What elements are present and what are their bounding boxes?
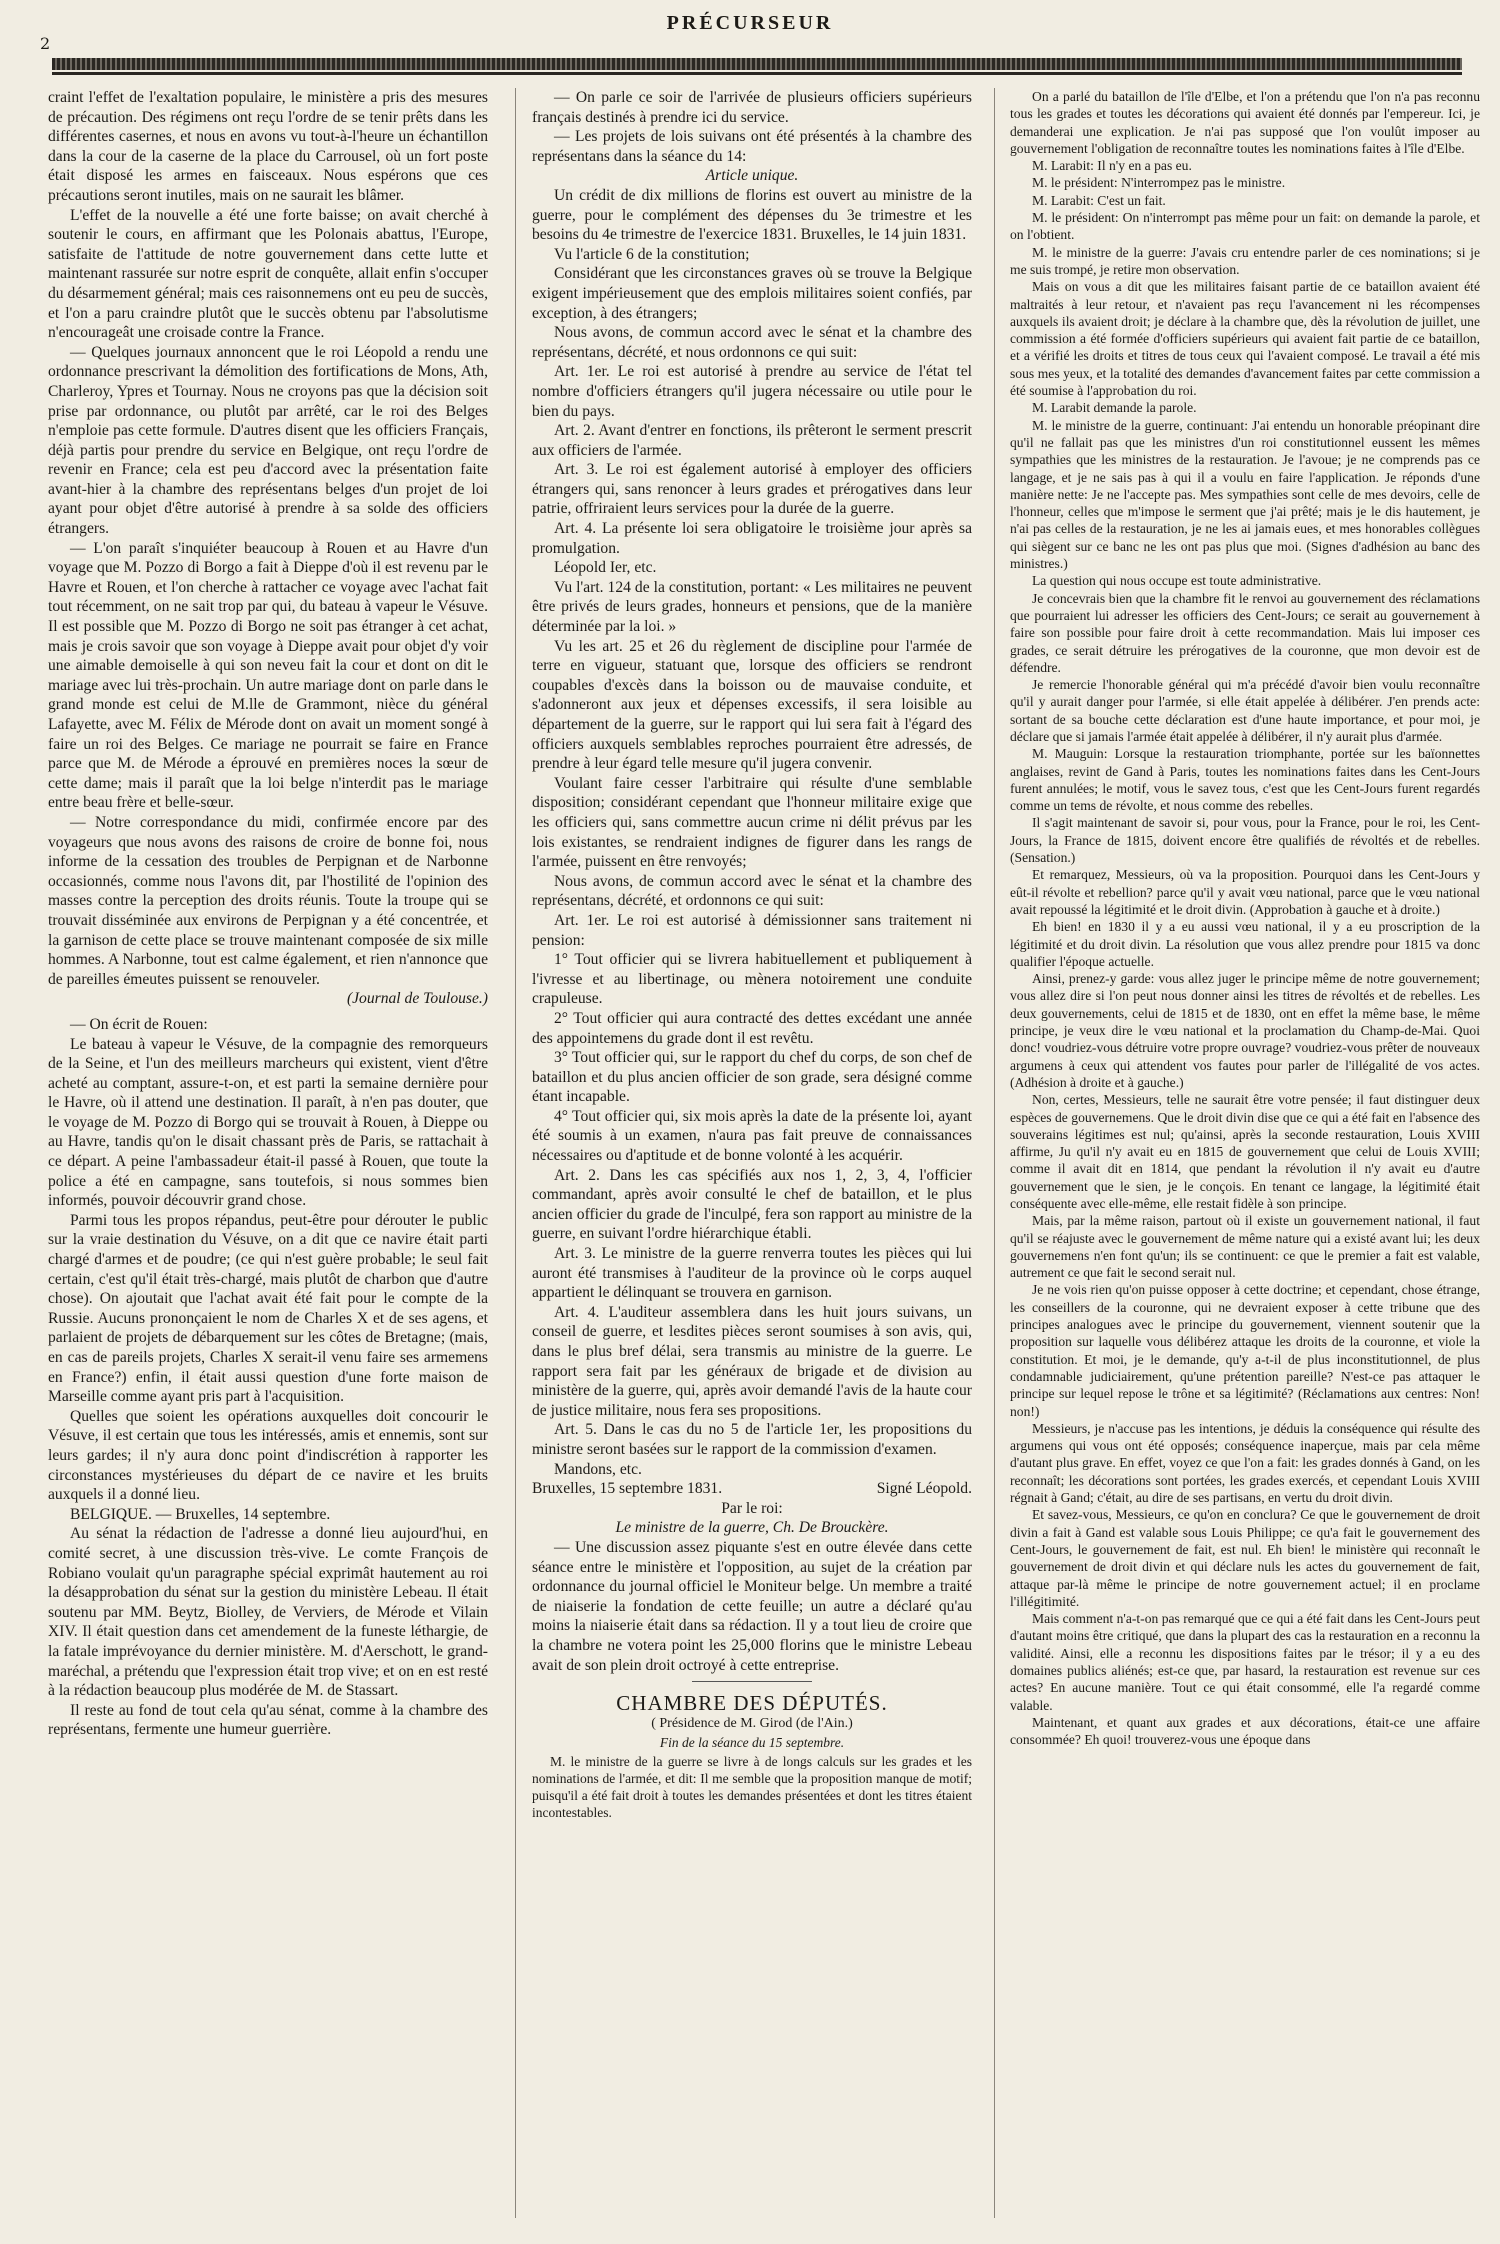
paragraph: Le bateau à vapeur le Vésuve, de la compagnie des remorqueurs de la Seine, et l'un des meilleurs marcheurs qui existent, vient d'être acheté au comptant, assure-t-on, et est parti la semaine dernière pour le Havre, où il attend une destination. Il paraît, à n'en pas douter, que le voyage de M. Pozzo di Borgo qui se trouvait à Rouen, à Dieppe ou au Havre, tandis qu'on le disait chassant près de Paris, se rattachait à ce départ. A peine l'ambassadeur était-il passé à Rouen, que toute la police a été en campagne, sans toutefois, si nous sommes bien informés, pouvoir découvrir grand chose. bbox=[48, 1035, 488, 1210]
par-le-roi: Par le roi: bbox=[721, 1499, 783, 1517]
paragraph: — Une discussion assez piquante s'est en outre élevée dans cette séance entre le ministère et l'opposition, au sujet de la création par ordonnance du journal officiel le Moniteur belge. Un membre a traité de niaiserie la fondation de cette feuille; un autre a déclaré qu'au moins la niaiserie était dans sa rédaction. Il y a tout lieu de croire que la chambre ne votera point les 25,000 florins que le ministre Lebeau avait de son plein droit octroyé à cette entreprise. bbox=[532, 1538, 972, 1674]
header-rule-thin bbox=[52, 72, 1462, 75]
paragraph: Messieurs, je n'accuse pas les intentions, je déduis la conséquence qui résulte des argumens qui vous ont été opposés; conséquence inaperçue, mais par cela même d'autant plus grave. En effet, voyez ce que l'on a fait: les grades donnés à Gand, on les reconnaît; les décorations sont portées, les grades exercés, et cependant Louis XVIII régnait à Gand; c'était, au dire de ses partisans, en vertu du droit divin. bbox=[1010, 1420, 1480, 1506]
chambre-title: CHAMBRE DES DÉPUTÉS. bbox=[616, 1691, 888, 1716]
paragraph: Art. 3. Le roi est également autorisé à employer des officiers étrangers qui, sans renoncer à leurs grades et prérogatives dans leur patrie, offriraient leurs services pour la durée de la guerre. bbox=[532, 461, 972, 518]
paragraph: Et remarquez, Messieurs, où va la proposition. Pourquoi dans les Cent-Jours y eût-il révolte et rebellion? parce qu'il y avait vœu national, parce que le vœu national avait repoussé la légitimité et le droit divin. (Approbation à gauche et à droite.) bbox=[1010, 867, 1480, 917]
paragraph: On a parlé du bataillon de l'île d'Elbe, et l'on a prétendu que l'on n'a pas reconnu tous les grades et toutes les décorations qui avaient été donnés par l'empereur. Ici, je demanderai une explication. Je n'ai pas supposé que l'on voulût imposer au gouvernement l'obligation de reconnaître toutes les nominations faites à l'île d'Elbe. bbox=[1010, 89, 1480, 156]
separator bbox=[692, 1681, 812, 1682]
paragraph: Je concevrais bien que la chambre fit le renvoi au gouvernement des réclamations que pourraient lui adresser les officiers des Cent-Jours; ce serait au gouvernement à faire son possible pour faire droit à cette recommandation. Mais lui imposer ces grades, ce serait détruire les prérogatives de la couronne, que mon devoir est de défendre. bbox=[1010, 590, 1480, 675]
column-divider bbox=[515, 88, 516, 2218]
header-rule bbox=[52, 58, 1462, 70]
paragraph: Vu l'art. 124 de la constitution, portant: « Les militaires ne peuvent être privés de leurs grades, honneurs et pensions, que de la manière déterminée par la loi. » bbox=[532, 578, 972, 636]
paragraph: — On parle ce soir de l'arrivée de plusieurs officiers supérieurs français destinés à prendre ici du service. bbox=[532, 89, 972, 126]
column-3 bbox=[1010, 88, 1480, 2218]
paragraph: — Notre correspondance du midi, confirmée encore par des voyageurs que nous avons des raisons de croire de bonne foi, nous informe de la cessation des troubles de Perpignan et de Narbonne occasionnés, comme nous l'avons dit, par l'hostilité de l'opinion des masses contre la perception des droits réunis. Toute la troupe qui se trouvait disséminée aux environs de Perpignan y a été concentrée, et la garnison de cette place se trouve maintenant composée de six mille hommes. A Narbonne, tout est calme également, et rien n'annonce que de pareilles émeutes puissent se renouveler. bbox=[48, 813, 488, 988]
paragraph: Maintenant, et quant aux grades et aux décorations, était-ce une affaire consommée? Eh quoi! trouverez-vous une époque dans bbox=[1010, 1714, 1480, 1748]
paragraph: M. le ministre de la guerre: J'avais cru entendre parler de ces nominations; si je me suis trompé, je retire mon observation. bbox=[1010, 244, 1480, 277]
paragraph: 4° Tout officier qui, six mois après la date de la présente loi, ayant été soumis à un examen, n'aura pas fait preuve de connaissances nécessaires ou d'aptitude et de bonne volonté à les acquérir. bbox=[532, 1107, 972, 1165]
chambre-presidence: ( Présidence de M. Girod (de l'Ain.) bbox=[651, 1715, 853, 1731]
paragraph: La question qui nous occupe est toute administrative. bbox=[1032, 573, 1322, 589]
paragraph: Et savez-vous, Messieurs, ce qu'on en conclura? Ce que le gouvernement de droit divin a fait à Gand est valable sous Louis Philippe; ce qu'a fait le gouvernement des Cent-Jours, le gouvernement de fait, est nul. Eh bien! le ministère qui reconnaît le gouvernement de droit divin et qui déclare nuls les actes du gouvernement de fait, attaque par-là même le principe de notre gouvernement actuel; il en proclame l'illégitimité. bbox=[1010, 1507, 1480, 1609]
paragraph: Nous avons, de commun accord avec le sénat et la chambre des représentans, décrété, et ordonnons ce qui suit: bbox=[532, 872, 972, 910]
masthead: PRÉCURSEUR bbox=[666, 12, 834, 34]
paragraph: 3° Tout officier qui, sur le rapport du chef du corps, de son chef de bataillon et du plus ancien officier de son grade, sera désigné comme étant incapable. bbox=[532, 1049, 972, 1106]
paragraph: Au sénat la rédaction de l'adresse a donné lieu aujourd'hui, en comité secret, à une discussion très-vive. Le comte François de Robiano voulait qu'un paragraphe spécial exprimât hautement au roi la désapprobation du sénat sur la gestion du ministère Lebeau. Il était soutenu par MM. Beytz, Biolley, de Verviers, de Mérode et Vilain XIV. Il était question dans cet amendement de la funeste léthargie, de la fatale imprévoyance du dernier ministère. M. d'Aerschott, le grand-maréchal, a prétendu que l'expression était trop vive; et on en est resté à la rédaction beaucoup plus modérée de M. de Stassart. bbox=[48, 1525, 488, 1700]
paragraph: Je ne vois rien qu'on puisse opposer à cette doctrine; et cependant, chose étrange, les conseillers de la couronne, qui ne devraient exposer à cette tribune que des principes analogues avec le principe du gouvernement, viennent soutenir que la proposition sur laquelle vous délibérez attaque les droits de la couronne, et viole la constitution. Et moi, je le demande, qu'y a-t-il de plus inconstitutionnel, de plus condamnable judiciairement, qu'une prétention pareille? N'est-ce pas attaquer le principe sur lequel repose le trône et sa légitimité? (Réclamations aux centres: Non! non!) bbox=[1010, 1282, 1480, 1419]
signature-line bbox=[532, 1479, 972, 1499]
paragraph: Mais, par la même raison, partout où il existe un gouvernement national, il faut qu'il se réajuste avec le gouvernement de même nature qui a existé avant lui; les deux gouvernemens n'en font qu'un; ils se continuent: ce que le premier a fait est valable, autrement ce que fait le second serait nul. bbox=[1010, 1213, 1480, 1281]
paragraph: M. Larabit: Il n'y en a pas eu. bbox=[1032, 158, 1192, 174]
paragraph: Il s'agit maintenant de savoir si, pour vous, pour la France, pour le roi, les Cent-Jours, la France de 1815, doivent encore être qualifiés de révoltés et de rebelles. (Sensation.) bbox=[1010, 815, 1480, 866]
paragraph: craint l'effet de l'exaltation populaire, le ministère a pris des mesures de précaution. Des régimens ont reçu l'ordre de se tenir prêts dans les différentes casernes, et nous en avons vu tout-à-l'heure un échantillon dans la cour de la caserne de la place du Carrousel, où un fort poste était disposé les armes en faisceaux. Nous espérons que ces précautions seront inutiles, mais on ne saurait les blâmer. bbox=[48, 89, 488, 204]
paragraph: Mais comment n'a-t-on pas remarqué que ce qui a été fait dans les Cent-Jours peut d'autant moins être critiqué, que dans la plupart des cas la restauration en a reconnu la validité. Ainsi, elle a reconnu les dispositions faites par le trésor; il y a eu des domaines publics aliénés; est-ce que, par hasard, la restauration est revenue sur ces actes? En aucune manière. Tout ce qui était consommé, elle l'a regardé comme valable. bbox=[1010, 1611, 1480, 1713]
paragraph: Léopold Ier, etc. bbox=[554, 559, 657, 577]
paragraph: M. le président: N'interrompez pas le ministre. bbox=[1032, 175, 1286, 191]
paragraph: Nous avons, de commun accord avec le sénat et la chambre des représentans, décrété, et nous ordonnons ce qui suit: bbox=[532, 324, 972, 361]
paragraph: Mandons, etc. bbox=[554, 1460, 642, 1478]
paragraph: Un crédit de dix millions de florins est ouvert au ministre de la guerre, pour le complément des dépenses du 3e trimestre et les besoins du 4e trimestre de l'exercice 1831. Bruxelles, le 14 juin 1831. bbox=[532, 186, 972, 244]
paragraph: Art. 4. La présente loi sera obligatoire le troisième jour après sa promulgation. bbox=[532, 520, 972, 557]
paragraph: M. le président: On n'interrompt pas même pour un fait: on demande la parole, et on l'obtient. bbox=[1010, 210, 1480, 243]
column-1 bbox=[48, 88, 488, 2218]
paragraph: M. le ministre de la guerre, continuant: J'ai entendu un honorable préopinant dire qu'il ne fallait pas que les ministres d'un roi constitutionnel eussent les mêmes sympathies que les ministres de la restauration. Je l'avoue; je ne comprends pas ce langage, et je ne sais pas à qui il a voulu en faire l'application. Je réponds d'une manière nette: Je ne l'accepte pas. Mes sympathies sont celle de mes devoirs, celle de l'honneur, celles que m'impose le serment que j'ai prêté; mais je le dis hautement, je n'ai pas celles de la restauration, je ne les ai jamais eues, et mes honorables collègues qui siègent sur ce banc ne les ont pas plus que moi. (Signes d'adhésion au banc des ministres.) bbox=[1010, 417, 1480, 572]
paragraph: Art. 2. Avant d'entrer en fonctions, ils prêteront le serment prescrit aux officiers de l'armée. bbox=[532, 422, 972, 459]
minister-signature: Le ministre de la guerre, Ch. De Brouckère. bbox=[615, 1519, 889, 1537]
paragraph: Quelles que soient les opérations auxquelles doit concourir le Vésuve, il est certain que tous les intéressés, amis et ennemis, sont sur leurs gardes; il n'y aura donc point d'indiscrétion à rapporter les circonstances mystérieuses du départ de ce navire et les bruits auxquels il a donné lieu. bbox=[48, 1407, 488, 1504]
paragraph: M. le ministre de la guerre se livre à de longs calculs sur les grades et les nominations de l'armée, et dit: Il me semble que la proposition manque de motif; puisqu'il a été fait droit à toutes les demandes présentées et dont les titres étaient incontestables. bbox=[532, 1753, 972, 1820]
paragraph: — L'on paraît s'inquiéter beaucoup à Rouen et au Havre d'un voyage que M. Pozzo di Borgo a fait à Dieppe d'où il est revenu par le Havre et Rouen, et l'on cherche à rattacher ce voyage avec l'achat fait tout récemment, on ne sait trop par qui, du bateau à vapeur le Vésuve. Il est possible que M. Pozzo di Borgo ne soit pas étranger à cet achat, mais je crois savoir que son voyage à Dieppe avait pour objet d'y voir une aimable demoiselle à qui son neveu fait la cour et dont on dit le mariage avec lui très-prochain. Un autre mariage dont on parle dans le grand monde est celui de M.lle de Grammont, nièce du général Lafayette, avec M. Félix de Mérode dont on avait un moment songé à faire un roi des Belges. Ce mariage ne pourrait se faire en France parce que M. de Mérode a éprouvé en premières noces la sœur de cette dame; mais il paraît que la loi belge n'interdit pas le mariage entre beau frère et belle-sœur. bbox=[48, 539, 488, 812]
paragraph: Non, certes, Messieurs, telle ne saurait être votre pensée; il faut distinguer deux espèces de gouvernemens. Que le droit divin dise que ce qui a été fait en l'absence des souverains légitimes est nul; qu'ainsi, après la seconde restauration, Louis XVIII affirme, Ju qu'il n'y avait eu en 1815 de gouvernement que celui de Louis XVIII; comme il avait dit en 1814, que pendant la révolution il n'y avait eu d'autre gouvernement que le sien, je le conçois. En tenant ce langage, la légitimité était conséquente avec elle-même, elle restait fidèle à son principe. bbox=[1010, 1092, 1480, 1211]
paragraph: M. Mauguin: Lorsque la restauration triomphante, portée sur les baïonnettes anglaises, revint de Gand à Paris, toutes les nominations faites dans les Cent-Jours furent annulées; le motif, vous le savez tous, c'est que les Cent-Jours furent regardés comme un tems de révolte, et nous comme des rebelles. bbox=[1010, 746, 1480, 814]
paragraph: Art. 5. Dans le cas du no 5 de l'article 1er, les propositions du ministre seront basées sur le rapport de la commission d'examen. bbox=[532, 1421, 972, 1458]
paragraph: Mais on vous a dit que les militaires faisant partie de ce bataillon avaient été maltraités à leur retour, et n'avaient pas reçu l'avancement ni les récompenses auxquels ils avaient droit; je déclare à la chambre que, dès la révolution de juillet, une commission a été formée d'officiers supérieurs qui avaient fait partie de ce bataillon, et a vérifié les droits et titres de tous ceux qui l'avaient composé. Le travail a été mis sous mes yeux, et la totalité des demandes d'avancement faites par cette commission a été soumise à l'approbation du roi. bbox=[1010, 279, 1480, 399]
article-heading: Article unique. bbox=[705, 167, 799, 185]
paragraph: Art. 1er. Le roi est autorisé à démissionner sans traitement ni pension: bbox=[532, 911, 972, 949]
paragraph: — On écrit de Rouen: bbox=[70, 1015, 208, 1033]
paragraph: Ainsi, prenez-y garde: vous allez juger le principe même de notre gouvernement; vous allez dire si l'on peut nous donner ainsi les titres de révoltés et de rebelles. Les deux gouvernements, celui de 1815 et de 1830, ont en effet la même base, le même principe, je veux dire le vœu national et la proclamation du Champ-de-Mai. Quoi donc! voudriez-vous détruire votre propre ouvrage? voudriez-vous prêter de nouveaux argumens à ceux qui attendent vos fautes pour parler de l'illégalité de vos actes. (Adhésion à droite et à gauche.) bbox=[1010, 971, 1480, 1090]
paragraph: Art. 3. Le ministre de la guerre renverra toutes les pièces qui lui auront été transmises à l'auditeur de la province où le corps auquel appartient le délinquant se trouvera en garnison. bbox=[532, 1245, 972, 1302]
paragraph: — Quelques journaux annoncent que le roi Léopold a rendu une ordonnance prescrivant la démolition des fortifications de Mons, Ath, Charleroy, Ypres et Tournay. Nous ne croyons pas que la décision soit prise par ordonnance, ou plutôt par arrêté, car le roi des Belges n'emploie pas cette formule. D'autres disent que les officiers Français, déjà partis pour prendre du service en Belgique, ont reçu l'ordre de revenir en France; cela est peu d'accord avec la présentation faite avant-hier à la chambre des représentans belges d'un projet de loi ayant pour objet d'être autorisé à prendre à sa solde des officiers étrangers. bbox=[48, 343, 488, 538]
paragraph: Art. 2. Dans les cas spécifiés aux nos 1, 2, 3, 4, l'officier commandant, après avoir consulté le chef de bataillon, et le plus ancien officier du grade de l'inculpé, fera son rapport au ministre de la guerre, en suivant l'ordre hiérarchique établi. bbox=[532, 1166, 972, 1243]
paragraph: 1° Tout officier qui se livrera habituellement et publiquement à l'ivresse et au libertinage, ou mènera notoirement une conduite crapuleuse. bbox=[532, 951, 972, 1008]
paragraph: M. Larabit demande la parole. bbox=[1032, 400, 1197, 416]
paragraph: Art. 4. L'auditeur assemblera dans les huit jours suivans, un conseil de guerre, et lesdites pièces seront soumises à son avis, qui, dans le plus bref délai, sera transmis au ministre de la guerre. Le rapport sera fait par les généraux de brigade et de division au ministère de la guerre, qui, après avoir demandé l'avis de la haute cour de justice militaire, nous fera ses propositions. bbox=[532, 1303, 972, 1419]
paragraph: Je remercie l'honorable général qui m'a précédé d'avoir bien voulu reconnaître qu'il y aurait danger pour l'armée, si elle était appelée à délibérer. J'en prends acte: sortant de sa bouche cette déclaration est d'une haute importance, et pour moi, je déclare que si jamais l'armée était appelée à délibérer, il n'y aurait plus d'armée. bbox=[1010, 677, 1480, 744]
paragraph: Vu l'article 6 de la constitution; bbox=[554, 245, 750, 263]
signature-signed: Signé Léopold. bbox=[876, 1480, 972, 1498]
source-credit: (Journal de Toulouse.) bbox=[346, 990, 488, 1008]
paragraph: L'effet de la nouvelle a été une forte baisse; on avait cherché à soutenir le cours, en affirmant que les Polonais abattus, l'Europe, satisfaite de l'attitude de notre gouvernement dans cette lutte et maintenant rassurée sur notre esprit de conquête, allait enfin s'occuper du désarmement général; mais ces raisonnemens ont eu peu de succès, et l'on a paru craindre plutôt que le succès obtenu par l'absolutisme n'encourageât une croisade contre la France. bbox=[48, 206, 488, 342]
paragraph: Considérant que les circonstances graves où se trouve la Belgique exigent impérieusement que des emplois militaires soient confiés, par exception, à des étrangers; bbox=[532, 265, 972, 322]
column-2 bbox=[532, 88, 972, 2218]
section-dateline: BELGIQUE. — Bruxelles, 14 septembre. bbox=[70, 1505, 331, 1523]
page-number: 2 bbox=[40, 34, 51, 53]
signature-date: Bruxelles, 15 septembre 1831. bbox=[532, 1480, 723, 1498]
paragraph: Vu les art. 25 et 26 du règlement de discipline pour l'armée de terre en vigueur, statuant que, lorsque des officiers se rendront coupables d'excès dans la boisson ou de mauvaise conduite, et s'adonneront aux jeux et dépenses excessifs, il sera loisible au département de la guerre, sur le rapport qui lui sera fait à l'égard des officiers auxquels semblables reproches pourraient être adressés, de prendre à leur égard telle mesure qu'il jugera convenir. bbox=[532, 637, 972, 773]
paragraph: Il reste au fond de tout cela qu'au sénat, comme à la chambre des représentans, fermente une humeur guerrière. bbox=[48, 1701, 488, 1739]
paragraph: Voulant faire cesser l'arbitraire qui résulte d'une semblable disposition; considérant cependant que l'honneur militaire exige que les officiers qui, sans commettre aucun crime ni délit prévus par les lois existantes, se rendraient indignes de figurer dans les rangs de l'armée, puissent en être renvoyés; bbox=[532, 774, 972, 871]
paragraph: M. Larabit: C'est un fait. bbox=[1032, 192, 1166, 208]
paragraph: — Les projets de lois suivans ont été présentés à la chambre des représentans dans la séance du 14: bbox=[532, 128, 972, 165]
paragraph: 2° Tout officier qui aura contracté des dettes excédant une année des appointemens du grade dont il est revêtu. bbox=[532, 1009, 972, 1047]
paragraph: Parmi tous les propos répandus, peut-être pour dérouter le public sur la vraie destination du Vésuve, on a dit que ce navire était parti chargé d'armes et de poudre; (ce qui n'est guère probable; le seul fait certain, c'est qu'il était très-chargé, mais plutôt de charbon que d'autre chose). On ajoutait que l'achat avait été fait pour le compte de la Russie. Aucuns prononçaient le nom de Charles X et de ses agens, et parlaient de projets de débarquement sur les côtes de Bretagne; (mais, en cas de pareils projets, Charles X serait-il venu faire ses armemens en France?) enfin, il était aussi question d'une forte maison de Marseille comme ayant pris part à l'acquisition. bbox=[48, 1211, 488, 1406]
paragraph: Art. 1er. Le roi est autorisé à prendre au service de l'état tel nombre d'officiers étrangers qu'il jugera nécessaire ou utile pour le bien du pays. bbox=[532, 363, 972, 420]
chambre-session-end: Fin de la séance du 15 septembre. bbox=[659, 1735, 845, 1751]
paragraph: Eh bien! en 1830 il y a eu aussi vœu national, il y a eu proscription de la légitimité et du droit divin. La résolution que vous allez prendre pour 1815 va donc qualifier l'époque actuelle. bbox=[1010, 919, 1480, 969]
column-divider bbox=[994, 88, 995, 2218]
